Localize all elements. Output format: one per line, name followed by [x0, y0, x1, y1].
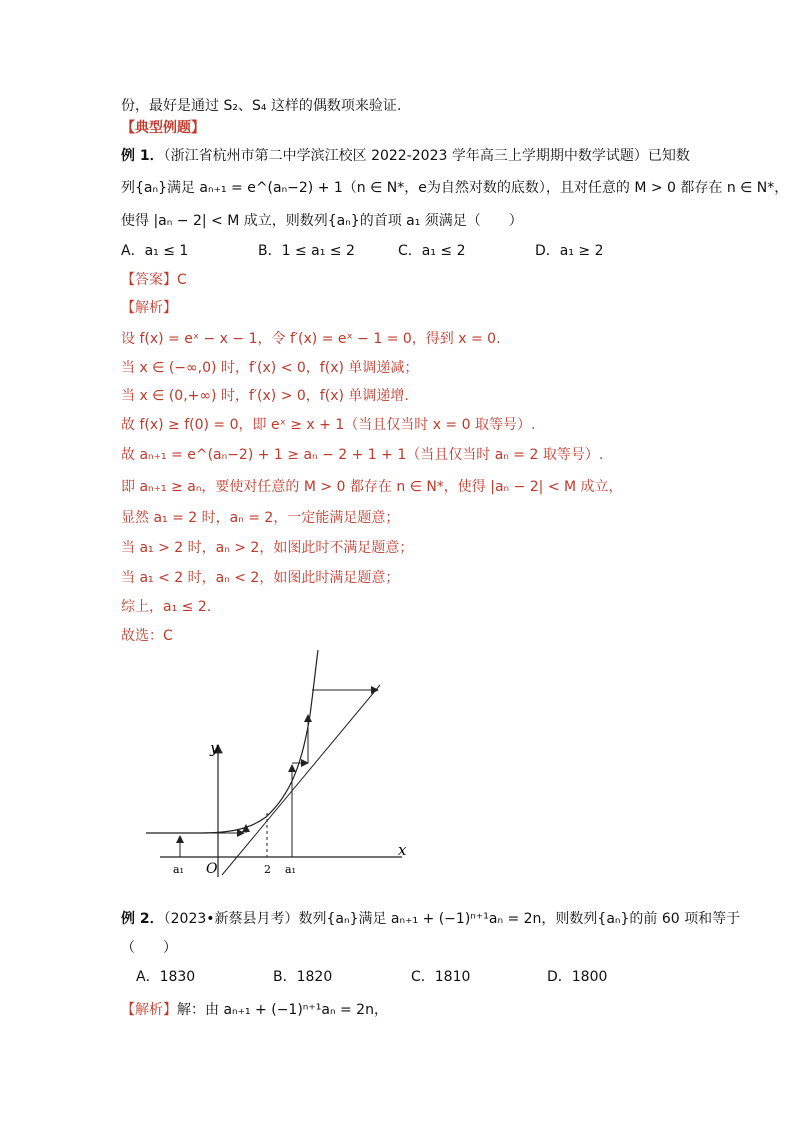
example-1-text-a: （浙江省杭州市第二中学滨江校区 2022-2023 学年高三上学期期中数学试题）已知数: [163, 148, 690, 164]
ex1-option-c: C．a₁ ≤ 2: [398, 243, 466, 259]
ex2-option-b: B．1820: [273, 969, 333, 985]
section-heading: 【典型例题】: [121, 120, 205, 136]
example-2-line-2: （ ）: [121, 940, 177, 956]
ex2-option-c: C．1810: [411, 969, 471, 985]
answer-line: 【答案】C: [121, 272, 187, 288]
solution-step-11: 故选：C: [121, 628, 173, 644]
solution-step-6: 即 aₙ₊₁ ≥ aₙ，要使对任意的 M > 0 都存在 n ∈ N*，使得 |aₙ − 2| < M 成立，: [121, 479, 623, 495]
solution-step-5: 故 aₙ₊₁ = e^(aₙ−2) + 1 ≥ aₙ − 2 + 1 + 1（当且仅当时 aₙ = 2 取等号）.: [121, 447, 604, 463]
solution-step-7: 显然 a₁ = 2 时，aₙ = 2，一定能满足题意；: [121, 510, 400, 526]
solution-step-10: 综上，a₁ ≤ 2.: [121, 599, 212, 615]
ex1-option-d: D．a₁ ≥ 2: [535, 243, 604, 259]
tick-label-2: 2: [264, 863, 271, 876]
y-axis-label: y: [210, 739, 219, 757]
solution-step-8: 当 a₁ > 2 时，aₙ > 2，如图此时不满足题意；: [121, 540, 414, 556]
solution-step-4: 故 f(x) ≥ f(0) = 0，即 eˣ ≥ x + 1（当且仅当时 x = 0 取等号）.: [121, 417, 536, 433]
origin-label: O: [206, 861, 218, 877]
example-1-line-3: 使得 |aₙ − 2| < M 成立，则数列{aₙ}的首项 a₁ 须满足（ ）: [121, 213, 523, 229]
intro-line: 份，最好是通过 S₂、S₄ 这样的偶数项来验证.: [121, 98, 402, 114]
example-2-analysis-text: 解：由 aₙ₊₁ + (−1)ⁿ⁺¹aₙ = 2n，: [177, 1002, 388, 1018]
example-2-label: 例 2．: [121, 911, 164, 927]
tick-label-a1-right: a₁: [285, 863, 296, 876]
example-1-label: 例 1．: [121, 148, 164, 164]
identity-line: [222, 685, 380, 875]
solution-step-9: 当 a₁ < 2 时，aₙ < 2，如图此时满足题意；: [121, 570, 400, 586]
solution-step-3: 当 x ∈ (0,+∞) 时，f′(x) > 0，f(x) 单调递增.: [121, 388, 409, 404]
analysis-heading: 【解析】: [121, 300, 177, 316]
solution-step-1: 设 f(x) = eˣ − x − 1，令 f′(x) = eˣ − 1 = 0，得到 x = 0.: [121, 331, 501, 347]
example-1-line-2: 列{aₙ}满足 aₙ₊₁ = e^(aₙ−2) + 1（n ∈ N*，e为自然对数的底数），且对任意的 M > 0 都存在 n ∈ N*，: [121, 180, 789, 196]
example-1-line-1: [121, 146, 690, 166]
example-2-analysis-label: 【解析】: [121, 1002, 177, 1018]
cobweb-figure: [140, 645, 430, 890]
example-2-analysis: [121, 1000, 388, 1020]
ex1-option-b: B．1 ≤ a₁ ≤ 2: [258, 243, 355, 259]
solution-step-2: 当 x ∈ (−∞,0) 时，f′(x) < 0，f(x) 单调递减；: [121, 360, 419, 376]
example-2-text-a: （2023•新蔡县月考）数列{aₙ}满足 aₙ₊₁ + (−1)ⁿ⁺¹aₙ = 2n，则数列{aₙ}的前 60 项和等于: [163, 911, 741, 927]
ex2-option-a: A．1830: [136, 969, 196, 985]
x-axis-label: x: [398, 841, 407, 859]
ex1-option-a: A．a₁ ≤ 1: [121, 243, 189, 259]
example-2-line-1: [121, 909, 740, 929]
ex2-option-d: D．1800: [547, 969, 608, 985]
tick-label-a1-left: a₁: [173, 863, 184, 876]
